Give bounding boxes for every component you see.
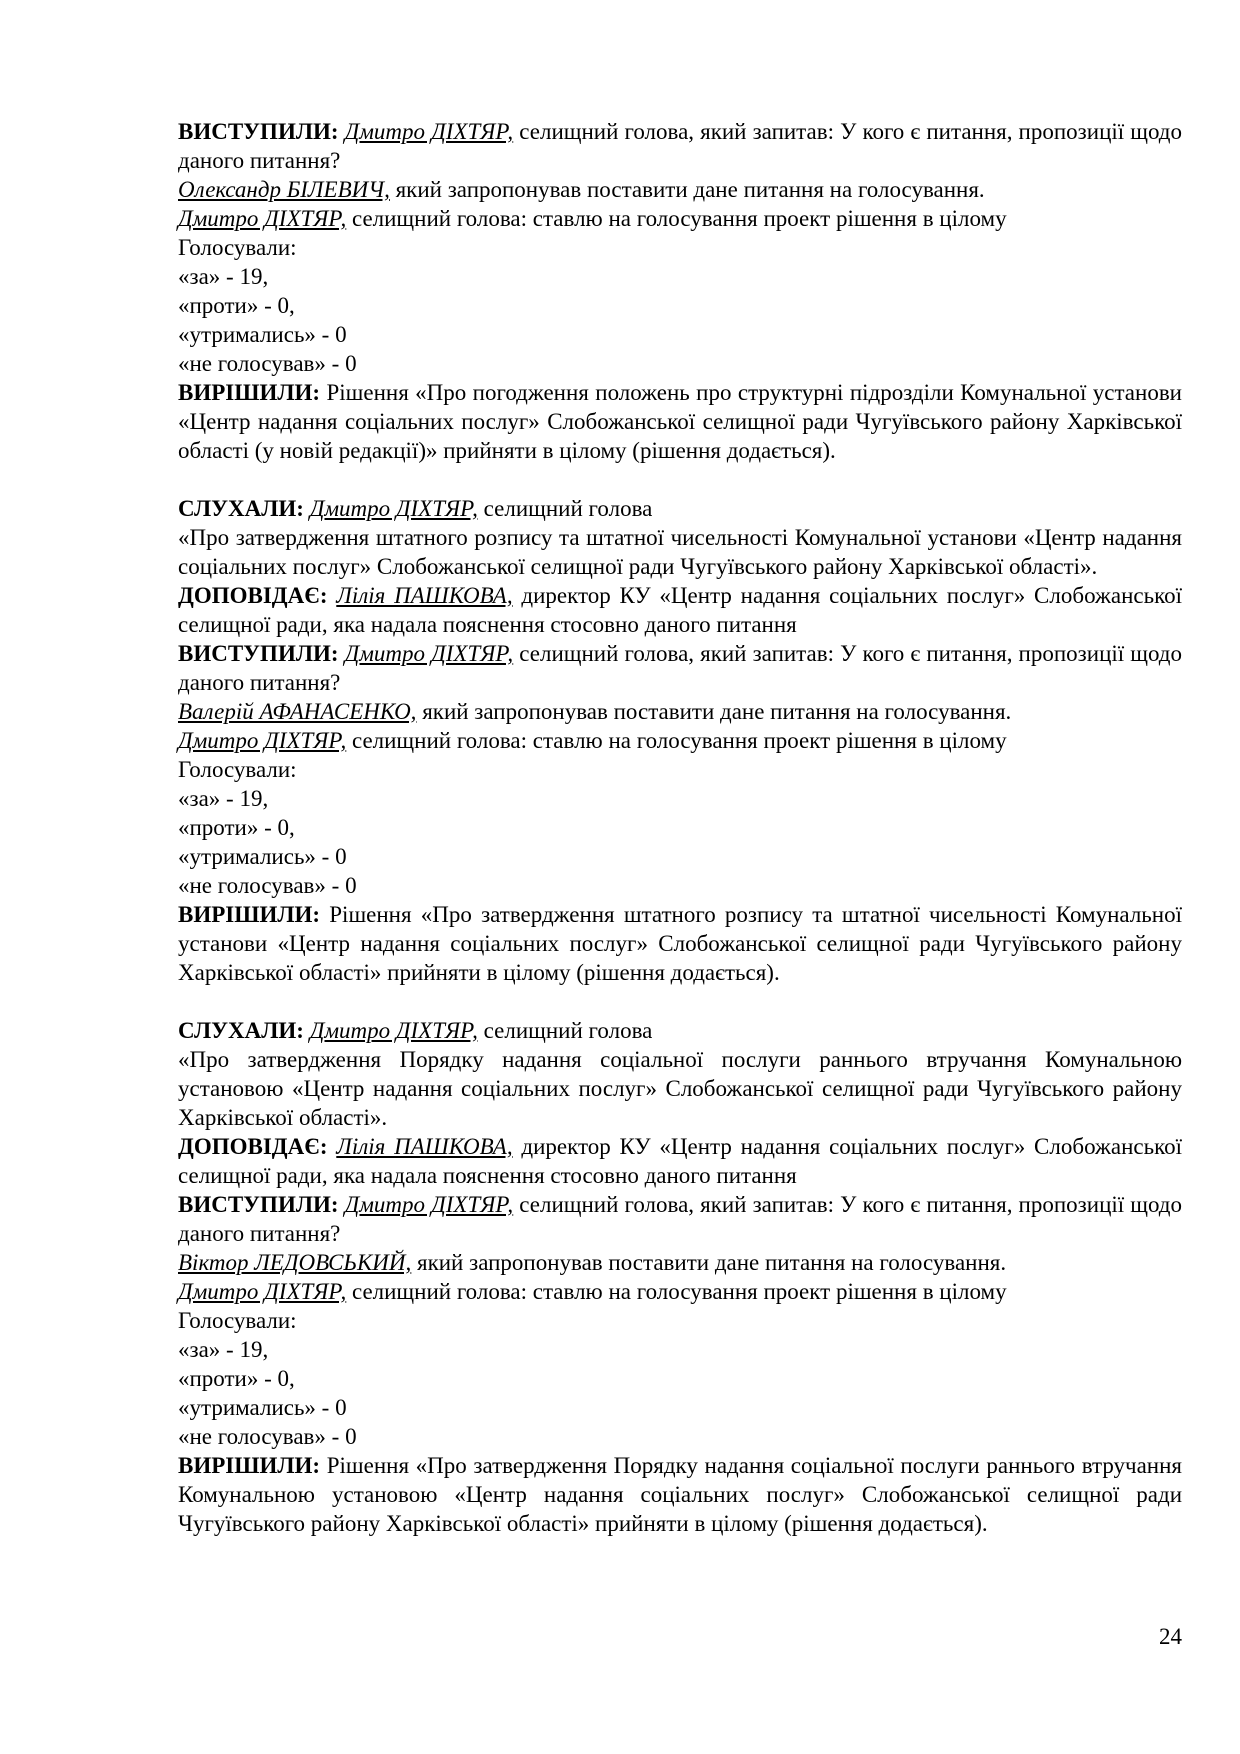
label-vystupyly: ВИСТУПИЛИ: bbox=[178, 1192, 339, 1217]
speaker-name: Дмитро ДІХТЯР, bbox=[344, 119, 514, 144]
votes-for: «за» - 19, bbox=[178, 1337, 269, 1362]
votes-for: «за» - 19, bbox=[178, 786, 269, 811]
reporter-name: Лілія ПАШКОВА, bbox=[336, 1134, 513, 1159]
votes-against: «проти» - 0, bbox=[178, 293, 295, 318]
vote-call-text: селищний голова: ставлю на голосування проект рішення в цілому bbox=[346, 206, 1007, 231]
heard-line bbox=[178, 1016, 1182, 1045]
label-sluhaly: СЛУХАЛИ: bbox=[178, 1018, 304, 1043]
votes-abstained: «утримались» - 0 bbox=[178, 844, 347, 869]
heard-line bbox=[178, 494, 1182, 523]
votes-abstained: «утримались» - 0 bbox=[178, 1395, 347, 1420]
votes-for: «за» - 19, bbox=[178, 264, 269, 289]
label-vyrishyly: ВИРІШИЛИ: bbox=[178, 1453, 321, 1478]
votes-abstained: «утримались» - 0 bbox=[178, 322, 347, 347]
proposal-text: який запропонував поставити дане питання на голосування. bbox=[411, 1250, 1007, 1275]
chair-name: Дмитро ДІХТЯР, bbox=[309, 1018, 478, 1043]
proposer-name: Віктор ЛЕДОВСЬКИЙ, bbox=[178, 1250, 412, 1275]
vote-call-text: селищний голова: ставлю на голосування проект рішення в цілому bbox=[346, 728, 1007, 753]
votes-against: «проти» - 0, bbox=[178, 1366, 295, 1391]
label-sluhaly: СЛУХАЛИ: bbox=[178, 496, 304, 521]
decision-text: Рішення «Про затвердження штатного розпису та штатної чисельності Комунальної установи «Центр надання соціальних послуг» Слобожанської селищної ради Чугуївського району Харківської області» прийняти в цілому (рішення додається). bbox=[178, 902, 1182, 985]
label-vystupyly: ВИСТУПИЛИ: bbox=[178, 119, 339, 144]
label-vyrishyly: ВИРІШИЛИ: bbox=[178, 902, 321, 927]
section-1 bbox=[178, 117, 1182, 465]
label-dopovidaie: ДОПОВІДАЄ: bbox=[178, 1134, 328, 1159]
votes-heading: Голосували: bbox=[178, 1308, 297, 1333]
speakers-paragraph bbox=[178, 117, 1182, 175]
proposal-text: який запропонував поставити дане питання на голосування. bbox=[389, 177, 985, 202]
vote-call-text: селищний голова: ставлю на голосування проект рішення в цілому bbox=[346, 1279, 1007, 1304]
reporter-paragraph bbox=[178, 1132, 1182, 1190]
decision-text: Рішення «Про затвердження Порядку надання соціальної послуги раннього втручання Комунальною установою «Центр надання соціальних послуг» Слобожанської селищної ради Чугуївського району Харківської області» прийняти в цілому (рішення додається). bbox=[178, 1453, 1182, 1536]
label-vyrishyly: ВИРІШИЛИ: bbox=[178, 380, 321, 405]
reporter-text: директор КУ «Центр надання соціальних послуг» Слобожанської селищної ради, яка надала пояснення стосовно даного питання bbox=[178, 583, 1182, 637]
speakers-paragraph bbox=[178, 639, 1182, 697]
votes-heading: Голосували: bbox=[178, 235, 297, 260]
section-2 bbox=[178, 494, 1182, 987]
speakers-paragraph bbox=[178, 1190, 1182, 1248]
votes-against: «проти» - 0, bbox=[178, 815, 295, 840]
heard-text: селищний голова bbox=[477, 496, 653, 521]
decision-paragraph bbox=[178, 1451, 1182, 1538]
label-vystupyly: ВИСТУПИЛИ: bbox=[178, 641, 339, 666]
vote-call-line bbox=[178, 1277, 1182, 1306]
votes-not-voted: «не голосував» - 0 bbox=[178, 873, 357, 898]
vote-call-line bbox=[178, 726, 1182, 755]
reporter-name: Лілія ПАШКОВА, bbox=[336, 583, 513, 608]
topic-paragraph: «Про затвердження Порядку надання соціальної послуги раннього втручання Комунальною установою «Центр надання соціальних послуг» Слобожанської селищної ради Чугуївського району Харківської області». bbox=[178, 1047, 1182, 1130]
proposal-text: який запропонував поставити дане питання на голосування. bbox=[416, 699, 1012, 724]
reporter-paragraph bbox=[178, 581, 1182, 639]
proposal-line bbox=[178, 175, 1182, 204]
vote-call-line bbox=[178, 204, 1182, 233]
decision-text: Рішення «Про погодження положень про структурні підрозділи Комунальної установи «Центр надання соціальних послуг» Слобожанської селищної ради Чугуївського району Харківської області (у новій редакції)» прийняти в цілому (рішення додається). bbox=[178, 380, 1182, 463]
chair-name: Дмитро ДІХТЯР, bbox=[309, 496, 478, 521]
decision-paragraph bbox=[178, 378, 1182, 465]
speaker-text: селищний голова, який запитав: У кого є питання, пропозиції щодо даного питання? bbox=[178, 119, 1182, 173]
speaker-name: Дмитро ДІХТЯР, bbox=[344, 1192, 514, 1217]
chair-name: Дмитро ДІХТЯР, bbox=[178, 206, 347, 231]
proposer-name: Валерій АФАНАСЕНКО, bbox=[178, 699, 417, 724]
decision-paragraph bbox=[178, 900, 1182, 987]
proposal-line bbox=[178, 1248, 1182, 1277]
proposer-name: Олександр БІЛЕВИЧ, bbox=[178, 177, 390, 202]
speaker-text: селищний голова, який запитав: У кого є питання, пропозиції щодо даного питання? bbox=[178, 1192, 1182, 1246]
section-gap bbox=[178, 465, 1182, 494]
topic-paragraph: «Про затвердження штатного розпису та штатної чисельності Комунальної установи «Центр надання соціальних послуг» Слобожанської селищної ради Чугуївського району Харківської області». bbox=[178, 525, 1182, 579]
label-dopovidaie: ДОПОВІДАЄ: bbox=[178, 583, 328, 608]
heard-text: селищний голова bbox=[477, 1018, 653, 1043]
section-gap bbox=[178, 987, 1182, 1016]
document-page bbox=[178, 117, 1182, 1538]
votes-not-voted: «не голосував» - 0 bbox=[178, 1424, 357, 1449]
proposal-line bbox=[178, 697, 1182, 726]
reporter-text: директор КУ «Центр надання соціальних послуг» Слобожанської селищної ради, яка надала пояснення стосовно даного питання bbox=[178, 1134, 1182, 1188]
chair-name: Дмитро ДІХТЯР, bbox=[178, 1279, 347, 1304]
votes-not-voted: «не голосував» - 0 bbox=[178, 351, 357, 376]
speaker-name: Дмитро ДІХТЯР, bbox=[344, 641, 514, 666]
section-3 bbox=[178, 1016, 1182, 1538]
page-number: 24 bbox=[1159, 1624, 1182, 1649]
chair-name: Дмитро ДІХТЯР, bbox=[178, 728, 347, 753]
votes-heading: Голосували: bbox=[178, 757, 297, 782]
speaker-text: селищний голова, який запитав: У кого є питання, пропозиції щодо даного питання? bbox=[178, 641, 1182, 695]
